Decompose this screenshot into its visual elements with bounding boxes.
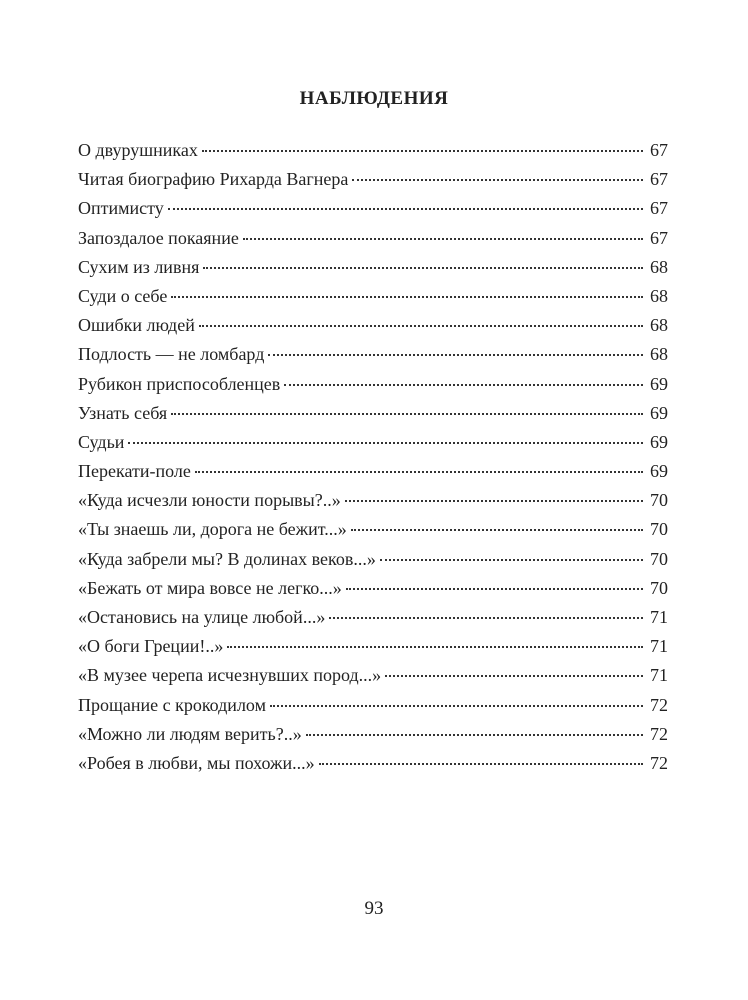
toc-entry-title: Суди о себе [78,285,168,306]
toc-entry-title: Ошибки людей [78,315,195,336]
toc-dot-leader [306,734,643,736]
toc-entry-page: 71 [650,607,668,627]
page-number: 93 [364,898,384,919]
toc-entry [78,486,668,515]
toc-entry-page: 69 [650,461,668,482]
toc-entry [78,720,668,749]
toc-dot-leader [268,354,643,356]
toc-entry-title: О двурушниках [78,140,198,160]
toc-entry-title: Судьи [78,431,125,452]
toc-entry [78,282,668,311]
toc-entry-title: Сухим из ливня [78,256,200,277]
toc-entry-page: 67 [650,198,668,219]
toc-dot-leader [352,179,643,181]
toc-entry [78,311,668,340]
toc-entry [78,515,668,544]
toc-entry-title: Запоздалое покаяние [78,227,239,248]
toc-dot-leader [319,763,643,765]
toc-dot-leader [284,384,643,386]
toc-entry-page: 70 [650,577,668,598]
toc-entry-title: «Можно ли людям верить?..» [78,723,302,744]
toc-dot-leader [128,442,643,444]
toc-entry-title: «Остановись на улице любой...» [78,607,326,627]
toc-dot-leader [199,325,643,327]
toc-entry [78,661,668,690]
toc-dot-leader [195,471,643,473]
toc-entry-page: 69 [650,373,668,394]
toc-entry-page: 69 [650,402,668,423]
toc-dot-leader [203,267,643,269]
toc-entry-title: Узнать себя [78,402,168,423]
toc-entry [78,340,668,369]
toc-dot-leader [243,238,643,240]
toc-entry [78,136,668,165]
section-title: НАБЛЮДЕНИЯ [299,88,449,109]
toc-dot-leader [380,559,643,561]
toc-entry-page: 72 [650,723,668,744]
toc-entry-title: Читая биографию Рихарда Вагнера [78,169,349,190]
toc-entry-page: 68 [650,256,668,277]
toc-dot-leader [202,150,643,152]
toc-entry [78,691,668,720]
toc-dot-leader [345,500,643,502]
toc-entry-title: «Куда исчезли юности порывы?..» [78,490,341,511]
toc-entry-page: 70 [650,548,668,569]
toc-entry [78,194,668,223]
toc-entry-page: 68 [650,315,668,336]
toc-entry [78,428,668,457]
toc-dot-leader [171,413,643,415]
table-of-contents [78,136,668,778]
toc-entry [78,224,668,253]
toc-entry-page: 70 [650,519,668,540]
toc-entry-title: «Ты знаешь ли, дорога не бежит...» [78,519,347,540]
toc-entry-title: Прощание с крокодилом [78,694,266,715]
toc-entry [78,749,668,778]
toc-entry-title: «Бежать от мира вовсе не легко...» [78,577,342,598]
toc-dot-leader [346,588,643,590]
toc-entry [78,370,668,399]
toc-entry [78,165,668,194]
toc-entry-page: 68 [650,285,668,306]
toc-entry [78,399,668,428]
toc-entry-page: 67 [650,169,668,190]
toc-entry [78,253,668,282]
toc-dot-leader [385,675,643,677]
toc-dot-leader [351,529,643,531]
toc-entry-page: 72 [650,752,668,773]
toc-entry-title: Оптимисту [78,198,164,219]
toc-entry-title: «Робея в любви, мы похожи...» [78,752,315,773]
toc-entry-title: «В музее черепа исчезнувших пород...» [78,665,382,686]
toc-entry [78,545,668,574]
toc-dot-leader [270,705,643,707]
toc-dot-leader [227,646,643,648]
toc-entry-title: «О боги Греции!..» [78,636,224,657]
toc-dot-leader [329,617,643,619]
toc-entry-page: 70 [650,490,668,511]
toc-entry [78,603,668,632]
toc-entry [78,632,668,661]
toc-dot-leader [168,208,643,210]
toc-entry-title: Перекати-поле [78,461,191,482]
toc-entry-page: 71 [650,636,668,657]
toc-entry-page: 67 [650,227,668,248]
toc-entry-page: 68 [650,344,668,365]
toc-entry-page: 69 [650,431,668,452]
toc-entry-title: «Куда забрели мы? В долинах веков...» [78,548,376,569]
toc-entry [78,457,668,486]
toc-dot-leader [171,296,643,298]
toc-entry-title: Рубикон приспособленцев [78,373,281,394]
toc-entry-title: Подлость — не ломбард [78,344,265,365]
toc-entry-page: 71 [650,665,668,686]
toc-entry-page: 72 [650,694,668,715]
toc-entry [78,574,668,603]
toc-entry-page: 67 [650,140,668,160]
